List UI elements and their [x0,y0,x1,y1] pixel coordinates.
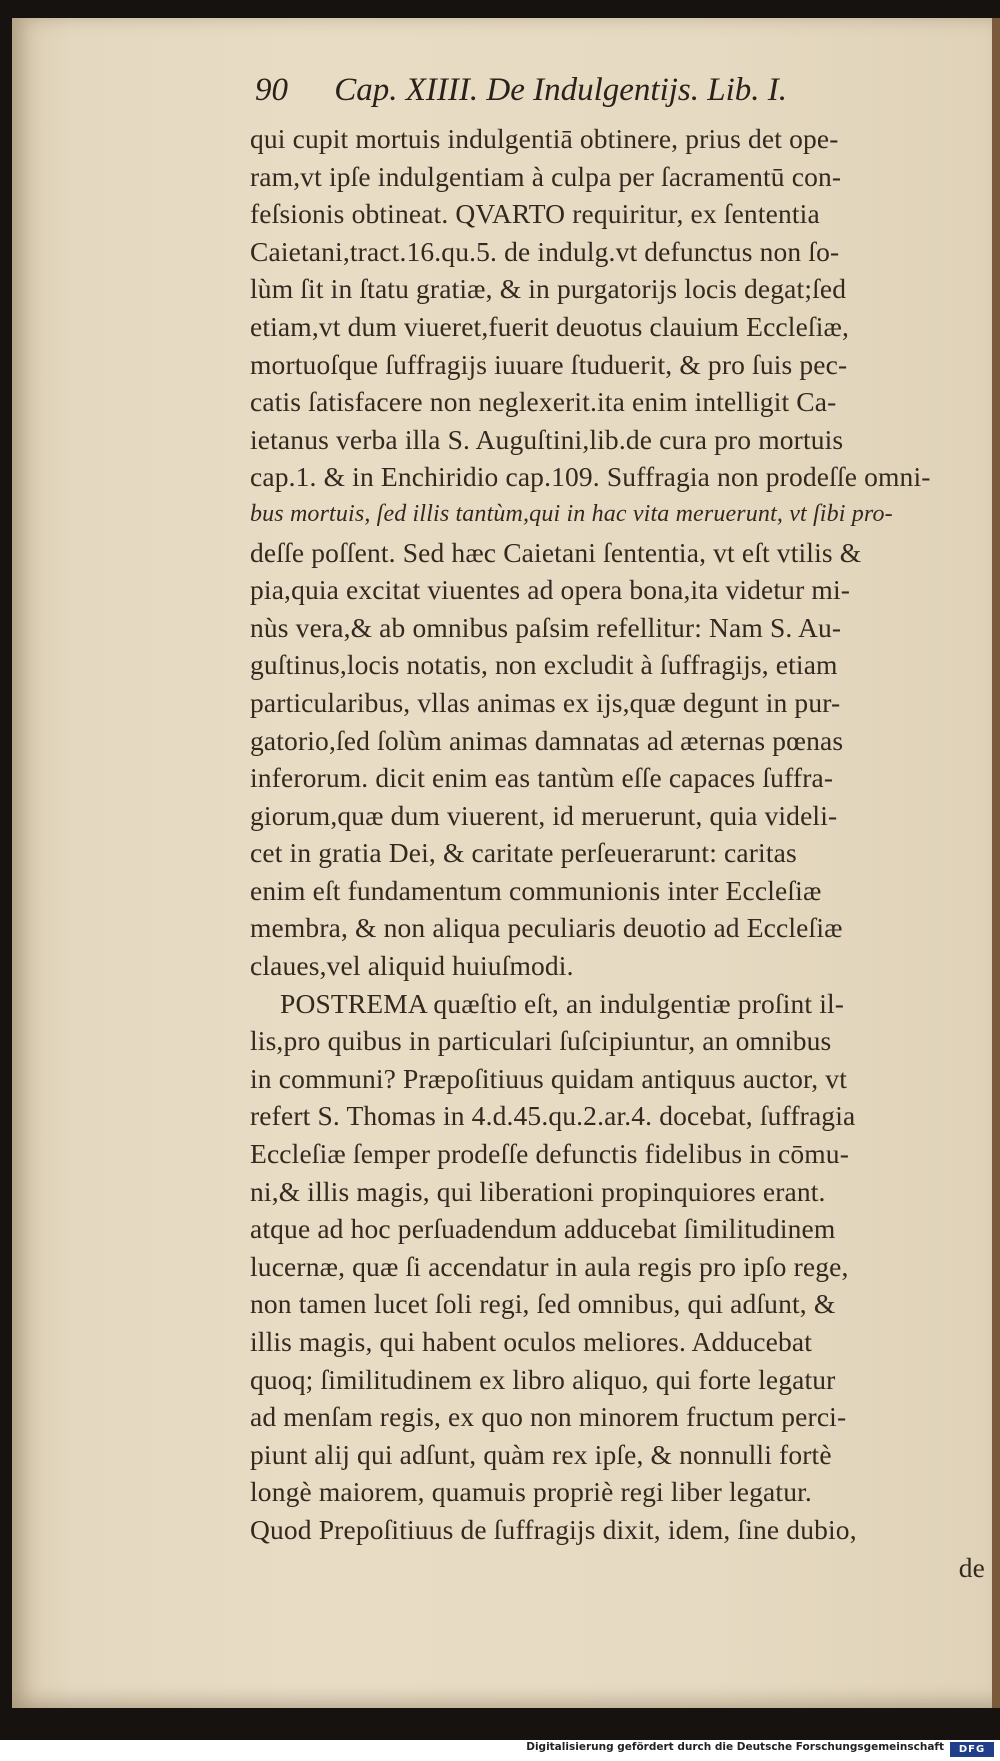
text-line: nùs vera,& ab omnibus paſsim refellitur: Nam S. Au- [250,611,842,643]
text-line-italic-quote: bus mortuis, ſed illis tantùm,qui in hac vita meruerunt, vt ſibi pro- [250,500,893,527]
text-line: particularibus, vllas animas ex ijs,quæ degunt in pur- [250,686,841,718]
text-line: deſſe poſſent. Sed hæc Caietani ſententia, vt eſt vtilis & [250,536,862,568]
text-line: pia,quia excitat viuentes ad opera bona,ita videtur mi- [250,574,851,606]
text-line-paragraph-start: POSTREMA quæſtio eſt, an indulgentiæ proſint il- [280,987,845,1019]
text-line: mortuoſque ſuffragijs iuuare ſtuduerit, & pro ſuis pec- [250,348,848,380]
text-line: non tamen lucet ſoli regi, ſed omnibus, qui adſunt, & [250,1288,836,1320]
text-line: Quod Prepoſitiuus de ſuffragijs dixit, idem, ſine dubio, [250,1513,857,1545]
text-line: cet in gratia Dei, & caritate perſeuerarunt: caritas [250,837,797,869]
text-line: qui cupit mortuis indulgentiā obtinere, prius det ope- [250,123,839,154]
text-line: quoq; ſimilitudinem ex libro aliquo, qui forte legatur [250,1363,836,1395]
text-line: piunt alij qui adſunt, quàm rex ipſe, & nonnulli fortè [250,1438,832,1470]
catchword: de [958,1551,985,1583]
text-line: lucernæ, quæ ſi accendatur in aula regis pro ipſo rege, [250,1250,849,1282]
text-line: guſtinus,locis notatis, non excludit à ſuffragijs, etiam [250,649,838,681]
text-line: inferorum. dicit enim eas tantùm eſſe capaces ſuffra- [250,762,834,794]
book-edge [992,18,1000,1708]
text-line: claues,vel aliquid huiuſmodi. [250,950,574,982]
text-line: membra, & non aliqua peculiaris deuotio ad Eccleſiæ [250,912,843,944]
text-line: atque ad hoc perſuadendum adducebat ſimilitudinem [250,1213,836,1245]
text-line: enim eſt fundamentum communionis inter Eccleſiæ [250,874,822,906]
text-line: ad menſam regis, ex quo non minorem fructum perci- [250,1401,847,1433]
text-line: illis magis, qui habent oculos meliores. Adducebat [250,1326,812,1357]
text-line: in communi? Præpoſitiuus quidam antiquus auctor, vt [250,1062,847,1094]
running-title: Cap. XIIII. De Indulgentijs. Lib. I. [334,72,788,108]
text-line: lùm ſit in ſtatu gratiæ, & in purgatorijs locis degat;ſed [250,273,847,305]
page-number: 90 [255,72,288,108]
text-line: feſsionis obtineat. QVARTO requiritur, ex ſententia [250,198,820,230]
digitization-credit: Digitalisierung gefördert durch die Deutsche Forschungsgemeinschaft [526,1741,944,1753]
body-text [250,120,985,1586]
text-line: giorum,quæ dum viuerent, id meruerunt, quia videli- [250,799,838,831]
text-line: cap.1. & in Enchiridio cap.109. Suffragia non prodeſſe omni- [250,461,931,493]
text-line: Eccleſiæ ſemper prodeſſe defunctis fidelibus in cōmu- [250,1138,850,1170]
text-line: etiam,vt dum viueret,fuerit deuotus clauium Eccleſiæ, [250,310,850,342]
text-line: ni,& illis magis, qui liberationi propinquiores erant. [250,1175,826,1207]
text-line: longè maiorem, quamuis propriè regi liber legatur. [250,1476,812,1508]
text-line: ietanus verba illa S. Auguſtini,lib.de cura pro mortuis [250,423,844,455]
text-line: gatorio,ſed ſolùm animas damnatas ad æternas pœnas [250,724,844,756]
text-line: Caietani,tract.16.qu.5. de indulg.vt defunctus non ſo- [250,235,840,267]
text-line: lis,pro quibus in particulari ſuſcipiuntur, an omnibus [250,1025,832,1057]
dfg-logo: DFG [950,1742,994,1757]
running-header [255,72,975,122]
text-line: ram,vt ipſe indulgentiam à culpa per ſacramentū con- [250,160,842,192]
text-line: refert S. Thomas in 4.d.45.qu.2.ar.4. docebat, ſuffragia [250,1100,856,1132]
text-line: catis ſatisfacere non neglexerit.ita enim intelligit Ca- [250,386,837,418]
